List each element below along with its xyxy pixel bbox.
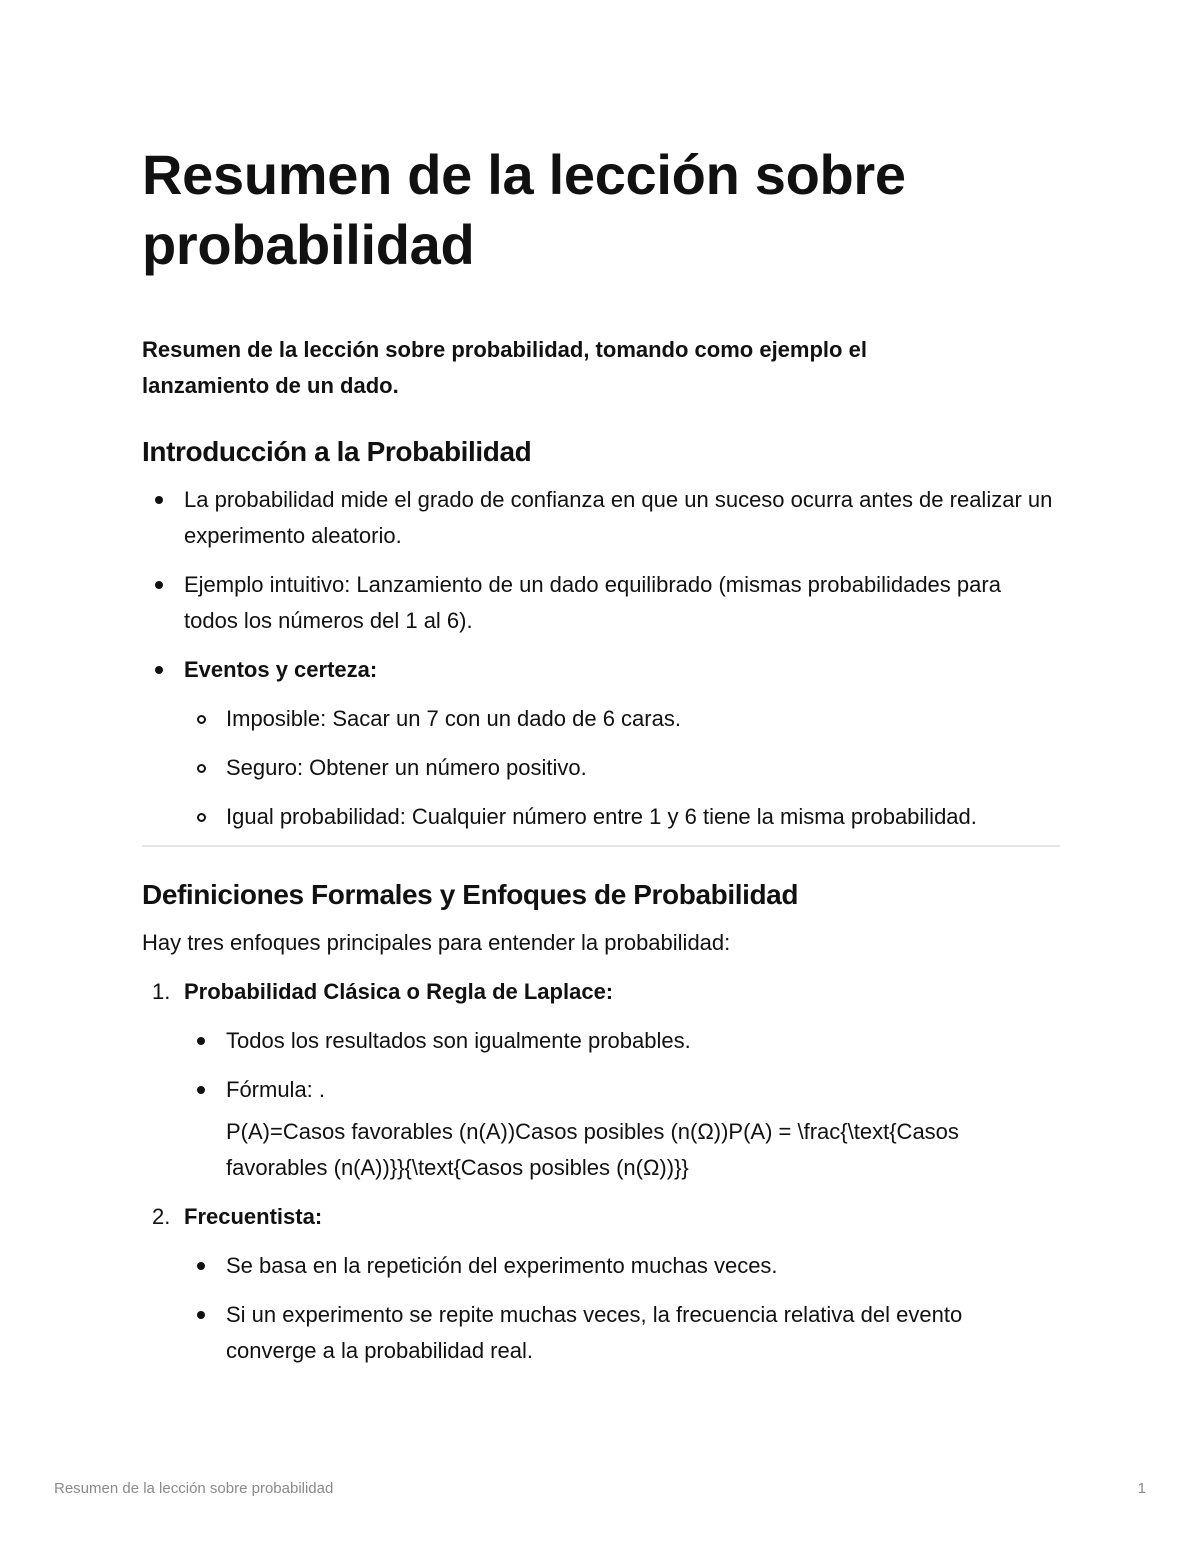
list-item bbox=[142, 652, 1060, 835]
list-item-number: 1. bbox=[152, 979, 171, 1004]
document-subtitle: Resumen de la lección sobre probabilidad, tomando como ejemplo el lanzamiento de un dado. bbox=[142, 337, 867, 398]
footer-document-title: Resumen de la lección sobre probabilidad bbox=[54, 1480, 334, 1497]
section-intro-text: Hay tres enfoques principales para entender la probabilidad: bbox=[142, 930, 731, 955]
list-item bbox=[142, 482, 1060, 554]
list-item bbox=[184, 1023, 1060, 1059]
list-item-text: Eventos y certeza: bbox=[184, 657, 378, 682]
list-item-text: Fórmula: . bbox=[226, 1077, 326, 1102]
list-item bbox=[184, 1248, 1060, 1284]
section-divider bbox=[142, 845, 1060, 847]
list-item bbox=[184, 1072, 1060, 1108]
intro-list bbox=[142, 482, 1060, 835]
list-item bbox=[142, 1199, 1060, 1369]
page-title: Resumen de la lección sobre probabilidad bbox=[142, 143, 906, 276]
list-item-text: Frecuentista: bbox=[184, 1204, 323, 1229]
list-item-number: 2. bbox=[152, 1204, 171, 1229]
section-heading-introduction: Introducción a la Probabilidad bbox=[142, 436, 532, 467]
list-item bbox=[184, 701, 1060, 737]
footer-page-number: 1 bbox=[1137, 1480, 1146, 1497]
list-item bbox=[184, 1297, 986, 1369]
approach-bullets bbox=[184, 1248, 1060, 1369]
list-item bbox=[184, 750, 1060, 786]
approach-bullets bbox=[184, 1023, 1060, 1108]
list-item-text: Seguro: Obtener un número positivo. bbox=[226, 755, 587, 780]
list-item-text: Se basa en la repetición del experimento muchas veces. bbox=[226, 1253, 778, 1278]
list-item-text: Si un experimento se repite muchas veces, la frecuencia relativa del evento converge a la probabilidad real. bbox=[226, 1302, 963, 1363]
list-item-text: Ejemplo intuitivo: Lanzamiento de un dado equilibrado (mismas probabilidades para todos los números del 1 al 6). bbox=[184, 572, 1001, 633]
list-item-text: Todos los resultados son igualmente probables. bbox=[226, 1028, 691, 1053]
list-item-text: Probabilidad Clásica o Regla de Laplace: bbox=[184, 979, 614, 1004]
approaches-list bbox=[142, 974, 1060, 1369]
events-sublist bbox=[184, 701, 1060, 835]
list-item bbox=[142, 567, 1060, 639]
document-body bbox=[142, 140, 1060, 1369]
list-item-text: Igual probabilidad: Cualquier número entre 1 y 6 tiene la misma probabilidad. bbox=[226, 804, 977, 829]
formula-text: P(A)=Casos favorables (n(A))Casos posibles (n(Ω))P(A) = \frac{\text{Casos favorables (n(A))}}{\text{Casos posibles (n(Ω))}} bbox=[226, 1119, 959, 1180]
list-item-text: La probabilidad mide el grado de confianza en que un suceso ocurra antes de realizar un experimento aleatorio. bbox=[184, 487, 1053, 548]
list-item-text: Imposible: Sacar un 7 con un dado de 6 caras. bbox=[226, 706, 681, 731]
section-heading-definitions: Definiciones Formales y Enfoques de Probabilidad bbox=[142, 879, 799, 910]
list-item bbox=[142, 974, 1060, 1186]
list-item bbox=[184, 799, 1060, 835]
